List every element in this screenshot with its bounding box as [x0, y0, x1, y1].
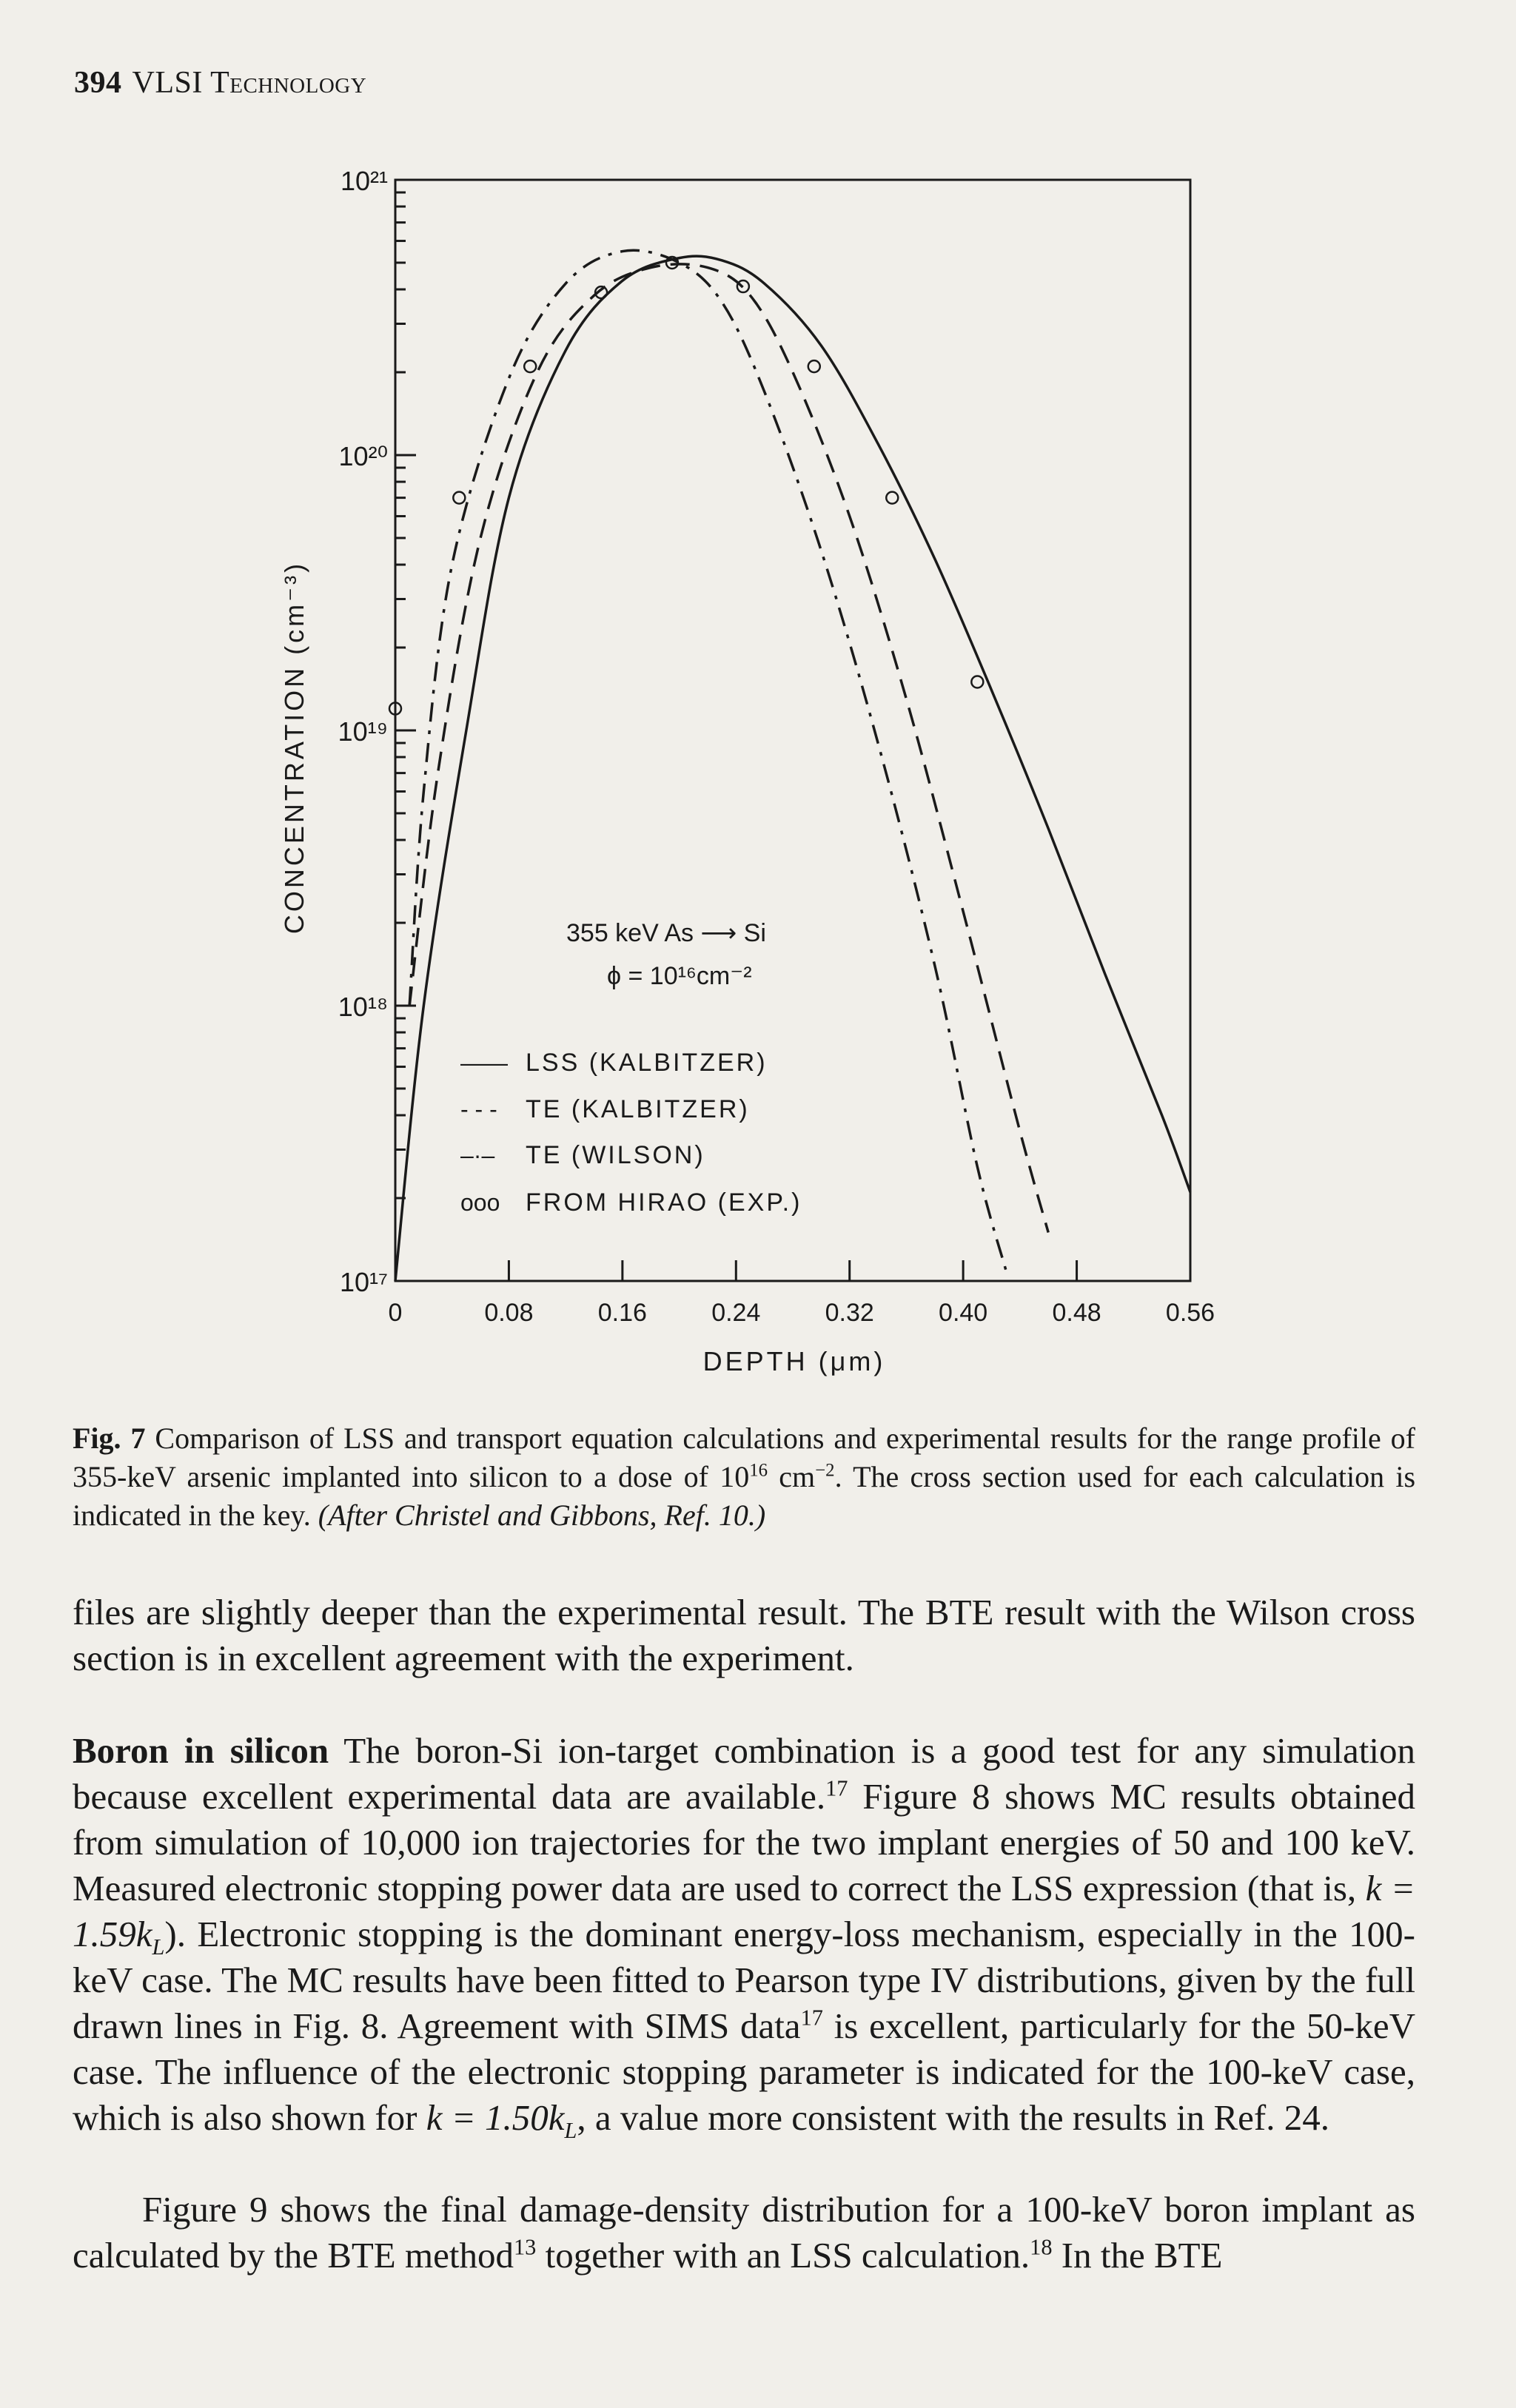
p2-text-e: , a value more consistent with the results in Ref. 24. — [577, 2097, 1329, 2138]
caption-text-c: . The cross section used for each calculation is indicated in the key. — [73, 1460, 1416, 1532]
x-tick-labels — [389, 1299, 1215, 1327]
x-tick-label: 0.16 — [597, 1299, 647, 1327]
paragraph-1-text: files are slightly deeper than the experimental result. The BTE result with the Wilson cross section is in excellent agreement with the experiment. — [73, 1592, 1415, 1678]
p2-text-c: ). Electronic stopping is the dominant energy-loss mechanism, especially in the 100-keV case. The MC results have been fitted to Pearson type IV distributions, given by the full drawn lines in Fig. 8. Agreement with SIMS data — [73, 1914, 1415, 2046]
p2-equation-2: k = 1.50k — [426, 2097, 565, 2138]
series-line-solid — [395, 256, 1190, 1281]
annotation-dose: ϕ = 10¹⁶cm⁻² — [607, 962, 752, 990]
p3-ref-1: 13 — [513, 2234, 537, 2260]
y-tick-labels — [338, 166, 388, 1297]
legend-lss: LSS (KALBITZER) — [526, 1049, 768, 1077]
y-axis-label: CONCENTRATION (cm⁻³) — [279, 560, 309, 935]
paragraph-3 — [73, 2187, 1415, 2278]
p2-text-a: The boron-Si ion-target combination is a good test for any simulation because excellent experimental data are available. — [73, 1730, 1415, 1817]
p3-text-a: Figure 9 shows the final damage-density distribution for a 100-keV boron implant as calculated by the BTE method — [73, 2189, 1415, 2276]
plot-frame — [395, 180, 1190, 1281]
p2-ref-1: 17 — [825, 1775, 848, 1801]
legend-marker-hirao: ooo — [460, 1189, 500, 1216]
data-curves — [389, 250, 1190, 1281]
caption-credit: (After Christel and Gibbons, Ref. 10.) — [318, 1499, 766, 1532]
y-tick-label: 10²⁰ — [338, 441, 388, 471]
x-tick-label: 0.56 — [1165, 1299, 1215, 1327]
running-title: VLSI Technology — [132, 66, 367, 100]
section-runin-heading: Boron in silicon — [73, 1730, 329, 1771]
x-tick-label: 0.08 — [484, 1299, 534, 1327]
x-tick-label: 0.40 — [939, 1299, 988, 1327]
legend-te-kalbitzer: TE (KALBITZER) — [526, 1095, 750, 1123]
legend-marker-lss: —— — [460, 1049, 508, 1076]
y-tick-label: 10¹⁷ — [339, 1267, 388, 1297]
y-tick-label: 10²¹ — [340, 166, 388, 196]
y-tick-label: 10¹⁹ — [338, 716, 388, 747]
legend-marker-te-kalbitzer: - - - — [460, 1096, 497, 1123]
legend-marker-te-wilson: –·– — [460, 1142, 495, 1168]
series-line-dashed — [409, 264, 1048, 1233]
p3-text-b: together with an LSS calculation. — [536, 2235, 1030, 2276]
legend-hirao: FROM HIRAO (EXP.) — [526, 1188, 802, 1217]
caption-text-b: cm — [768, 1460, 816, 1493]
figure-caption — [73, 1419, 1415, 1535]
paragraph-1 — [73, 1590, 1415, 1681]
caption-sup-a: 16 — [749, 1460, 768, 1481]
p2-equation-1: k = 1.59k — [73, 1868, 1415, 1954]
axis-ticks — [395, 180, 1190, 1281]
annotation-ion: 355 keV As ⟶ Si — [566, 919, 766, 947]
page-number: 394 — [74, 66, 122, 100]
data-point-hirao — [524, 360, 536, 372]
data-point-hirao — [453, 492, 465, 504]
p2-eq2-sub: L — [564, 2117, 577, 2143]
p2-eq1-sub: L — [152, 1934, 165, 1960]
x-tick-label: 0.32 — [825, 1299, 874, 1327]
x-tick-label: 0.48 — [1052, 1299, 1101, 1327]
p3-text-c: In the BTE — [1052, 2235, 1223, 2276]
y-tick-label: 10¹⁸ — [338, 992, 388, 1022]
p3-ref-2: 18 — [1030, 2234, 1053, 2260]
paragraph-2 — [73, 1728, 1415, 2141]
data-point-hirao — [886, 492, 898, 504]
p2-text-d: is excellent, particularly for the 50-keV case. The influence of the electronic stopping parameter is indicated for the 100-keV case, which is also shown for — [73, 2005, 1415, 2138]
x-axis-label: DEPTH (μm) — [702, 1346, 886, 1376]
caption-text-a: Comparison of LSS and transport equation calculations and experimental results for the range profile of 355-keV arsenic implanted into silicon to a dose of 10 — [73, 1422, 1415, 1493]
p2-ref-2: 17 — [800, 2005, 823, 2031]
legend-te-wilson: TE (WILSON) — [526, 1141, 705, 1169]
caption-sup-b: −2 — [815, 1460, 835, 1481]
x-tick-label: 0.24 — [711, 1299, 761, 1327]
data-point-hirao — [971, 676, 983, 687]
caption-label: Fig. 7 — [73, 1422, 146, 1455]
p2-text-b: Figure 8 shows MC results obtained from simulation of 10,000 ion trajectories for the two implant energies of 50 and 100 keV. Measured electronic stopping power data are used to correct the LSS expression (that is, — [73, 1776, 1415, 1908]
x-tick-label: 0 — [388, 1299, 403, 1327]
legend — [460, 1049, 802, 1217]
data-point-hirao — [808, 360, 820, 372]
